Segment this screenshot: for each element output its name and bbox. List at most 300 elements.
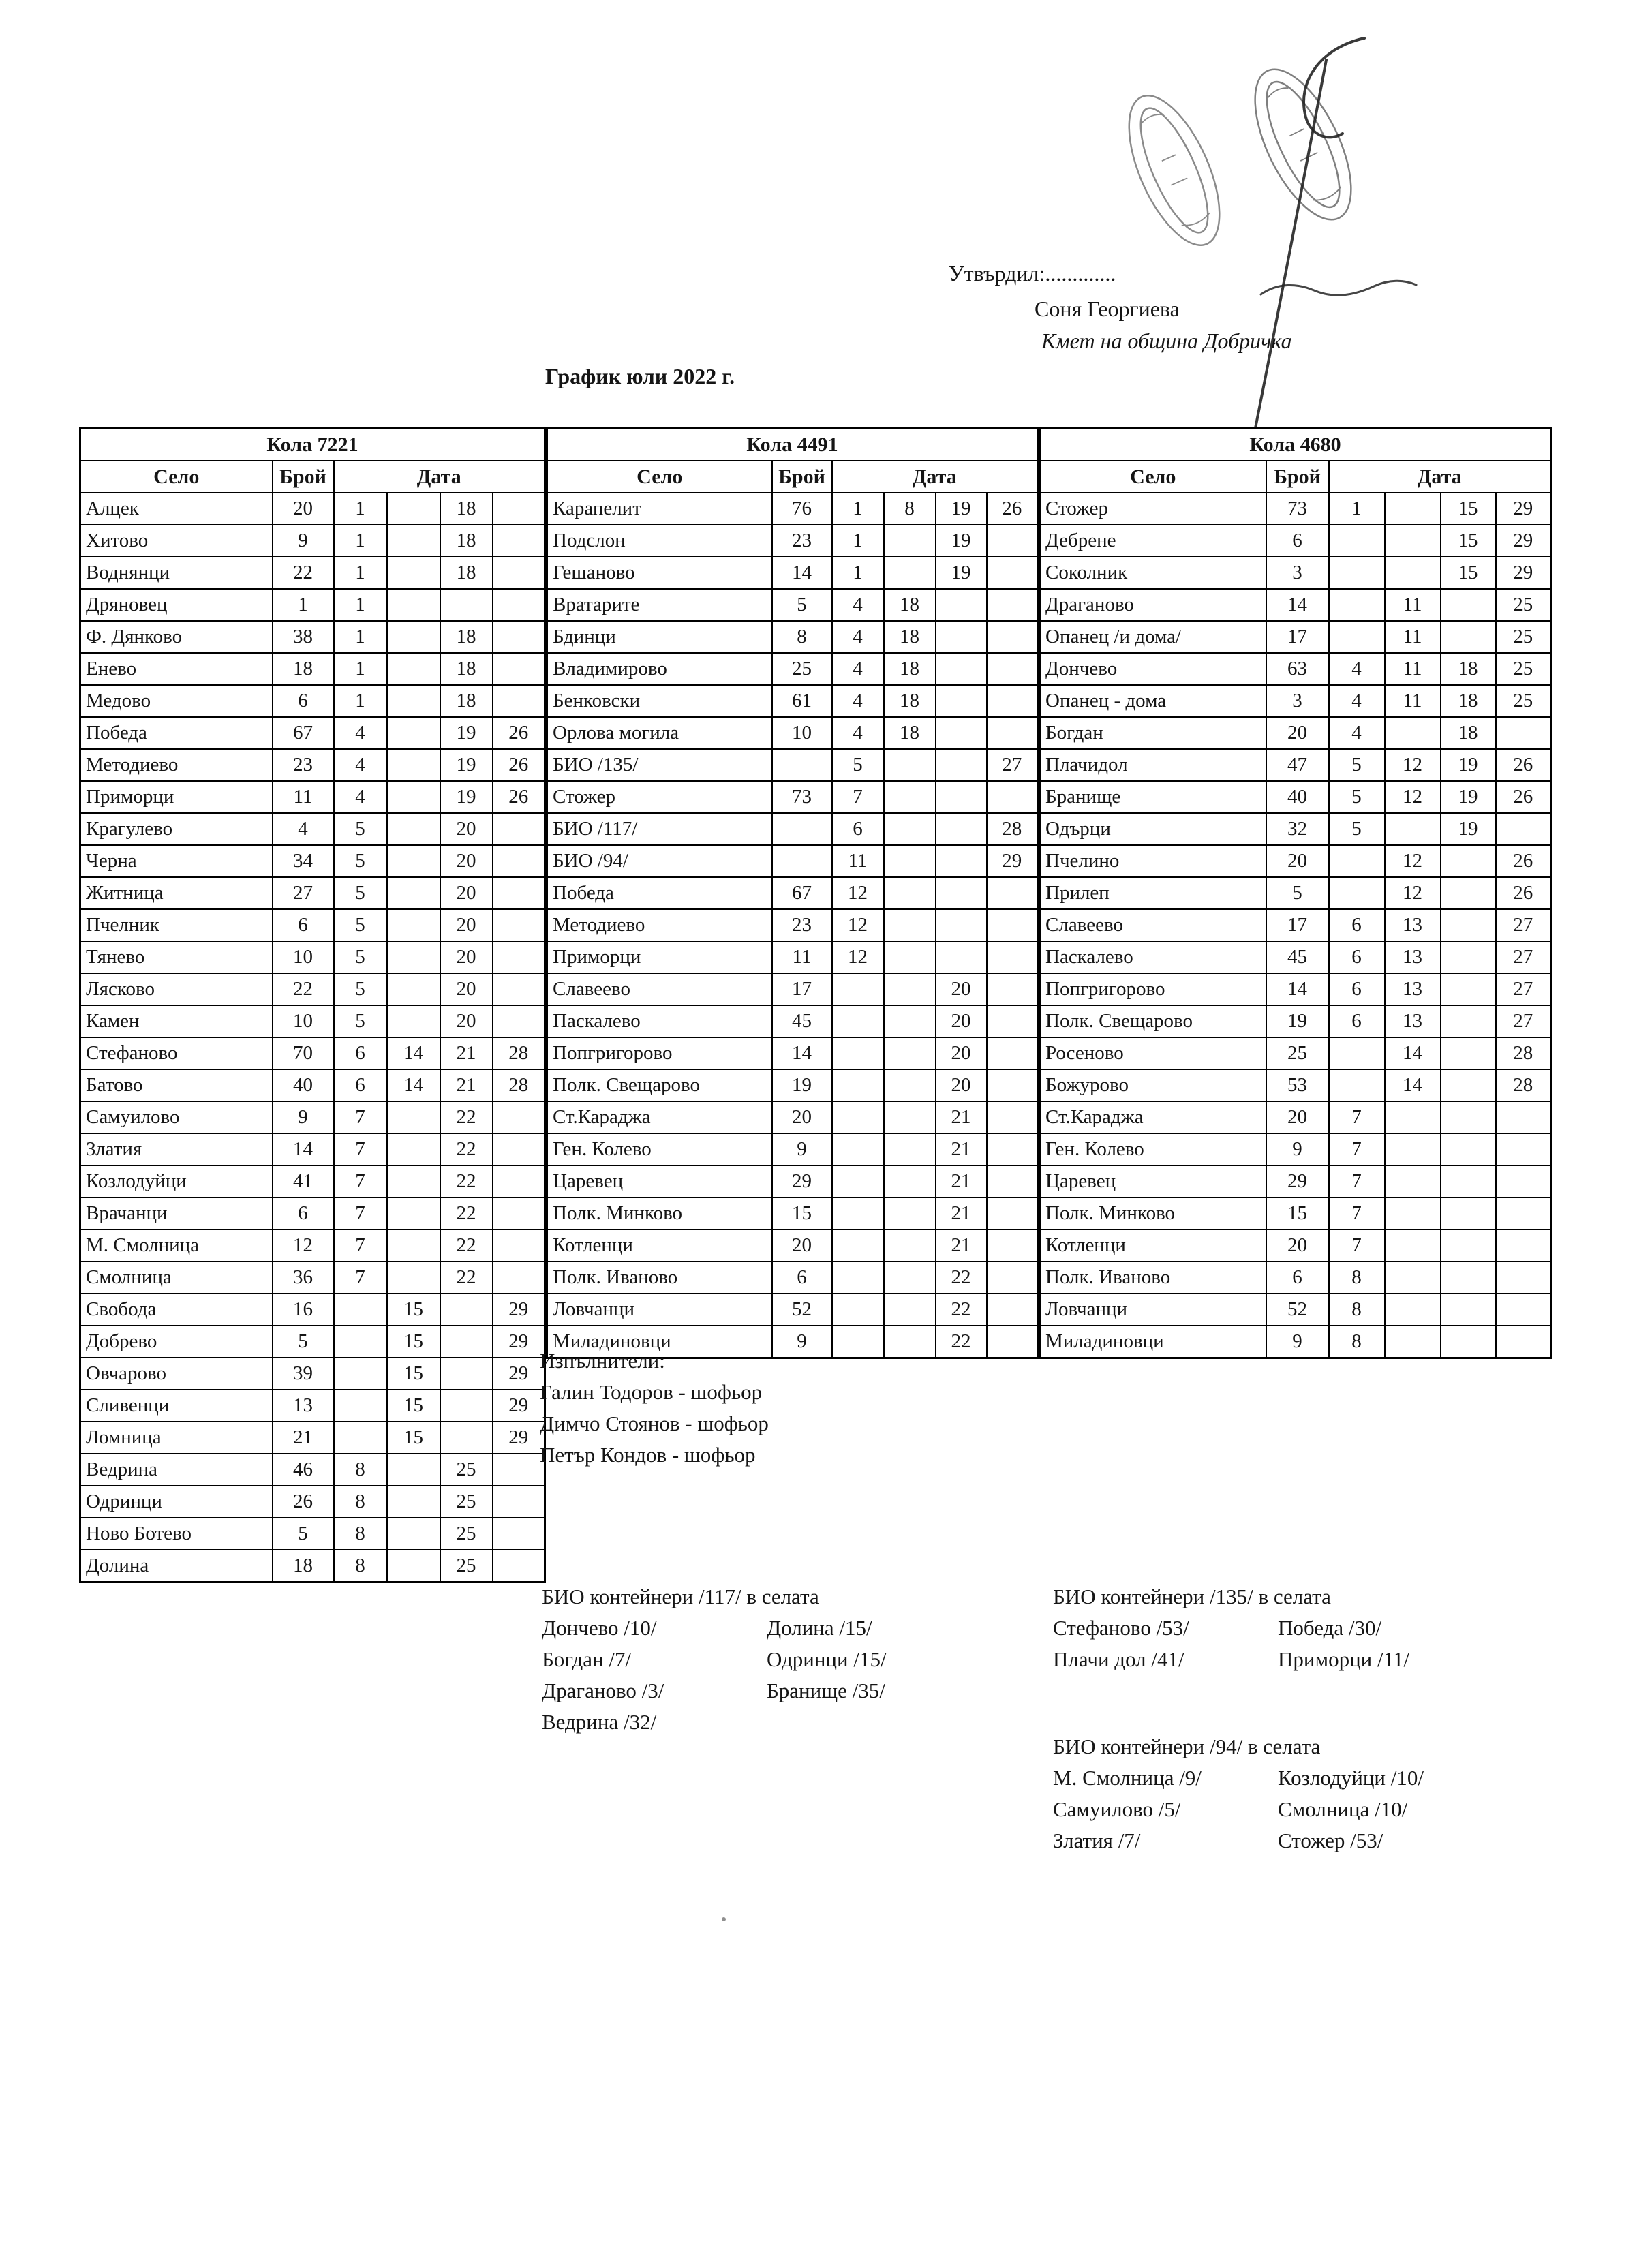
village-cell: Батово: [80, 1069, 273, 1101]
date-cell: [440, 1422, 493, 1454]
date-cell: 26: [1496, 845, 1551, 877]
bio-village-entry: Приморци /11/: [1278, 1647, 1410, 1671]
date-cell: [493, 877, 545, 909]
date-cell: [884, 1101, 936, 1133]
date-cell: 20: [440, 877, 493, 909]
count-cell: 20: [1266, 717, 1329, 749]
count-cell: 8: [772, 621, 832, 653]
count-cell: 41: [273, 1165, 334, 1197]
village-cell: Котленци: [1040, 1229, 1266, 1262]
date-cell: 5: [334, 941, 387, 973]
table-row: [1040, 813, 1551, 845]
date-cell: 8: [334, 1550, 387, 1583]
count-cell: 14: [772, 1037, 832, 1069]
village-cell: Плачидол: [1040, 749, 1266, 781]
date-cell: 4: [334, 717, 387, 749]
date-cell: [493, 493, 545, 525]
date-cell: 7: [334, 1133, 387, 1165]
date-cell: [1441, 1326, 1496, 1358]
date-cell: [832, 1326, 884, 1358]
village-cell: Врачанци: [80, 1197, 273, 1229]
column-header: Село: [80, 461, 273, 493]
village-cell: Стожер: [1040, 493, 1266, 525]
count-cell: 17: [1266, 621, 1329, 653]
village-cell: Полк. Свещарово: [547, 1069, 772, 1101]
date-cell: [387, 1101, 440, 1133]
village-cell: Бдинци: [547, 621, 772, 653]
date-cell: 7: [832, 781, 884, 813]
date-cell: 29: [1496, 525, 1551, 557]
count-cell: 13: [273, 1390, 334, 1422]
table-row: [547, 1262, 1038, 1294]
date-cell: [1496, 1262, 1551, 1294]
village-cell: Опанец /и дома/: [1040, 621, 1266, 653]
table-row: [547, 1197, 1038, 1229]
date-cell: [1496, 1133, 1551, 1165]
signature-flourish-icon: [1304, 38, 1364, 137]
table-row: [1040, 781, 1551, 813]
count-cell: 9: [772, 1326, 832, 1358]
stamp-icon: [1110, 83, 1238, 258]
date-cell: [493, 1101, 545, 1133]
date-cell: [387, 1005, 440, 1037]
date-cell: [440, 1294, 493, 1326]
table-row: [80, 1069, 545, 1101]
table-row: [1040, 1197, 1551, 1229]
bio-col-2: [1278, 1612, 1409, 1675]
table-row: [80, 1262, 545, 1294]
date-cell: 11: [1385, 589, 1441, 621]
date-cell: [884, 1037, 936, 1069]
table-row: [547, 1229, 1038, 1262]
village-cell: М. Смолница: [80, 1229, 273, 1262]
bio-containers-135-block: [1053, 1581, 1409, 1675]
date-cell: [493, 1550, 545, 1583]
village-cell: Житница: [80, 877, 273, 909]
date-cell: 14: [387, 1069, 440, 1101]
date-cell: [987, 877, 1038, 909]
count-cell: 45: [772, 1005, 832, 1037]
date-cell: [493, 909, 545, 941]
table-row: [1040, 909, 1551, 941]
date-cell: [884, 1229, 936, 1262]
table-row: [547, 1101, 1038, 1133]
count-cell: 14: [273, 1133, 334, 1165]
date-cell: 12: [1385, 845, 1441, 877]
table-row: [80, 653, 545, 685]
date-cell: 21: [936, 1165, 987, 1197]
date-cell: [493, 1165, 545, 1197]
village-cell: Полк. Минково: [1040, 1197, 1266, 1229]
date-cell: [884, 813, 936, 845]
table-row: [1040, 1165, 1551, 1197]
date-cell: 7: [1329, 1133, 1385, 1165]
village-cell: Свобода: [80, 1294, 273, 1326]
date-cell: 27: [1496, 973, 1551, 1005]
date-cell: 26: [493, 749, 545, 781]
date-cell: [884, 525, 936, 557]
table-row: [547, 781, 1038, 813]
count-cell: 6: [1266, 1262, 1329, 1294]
count-cell: 70: [273, 1037, 334, 1069]
date-cell: [387, 877, 440, 909]
date-cell: [1441, 589, 1496, 621]
table-row: [80, 1390, 545, 1422]
date-cell: 11: [832, 845, 884, 877]
date-cell: [936, 621, 987, 653]
table-row: [547, 1294, 1038, 1326]
bio-village-entry: Победа /30/: [1278, 1616, 1382, 1640]
date-cell: 29: [493, 1422, 545, 1454]
table-row: [80, 909, 545, 941]
village-cell: Опанец - дома: [1040, 685, 1266, 717]
count-cell: 9: [273, 525, 334, 557]
village-cell: Хитово: [80, 525, 273, 557]
count-cell: 18: [273, 1550, 334, 1583]
village-cell: Пчелино: [1040, 845, 1266, 877]
date-cell: [1385, 1229, 1441, 1262]
date-cell: 7: [1329, 1229, 1385, 1262]
bio-village-entry: Драганово /3/: [542, 1679, 664, 1702]
bio-village-entry: Смолница /10/: [1278, 1797, 1408, 1821]
count-cell: 52: [1266, 1294, 1329, 1326]
date-cell: 5: [334, 1005, 387, 1037]
count-cell: 25: [772, 653, 832, 685]
date-cell: 27: [987, 749, 1038, 781]
date-cell: 15: [387, 1326, 440, 1358]
count-cell: 9: [1266, 1326, 1329, 1358]
count-cell: 3: [1266, 685, 1329, 717]
date-cell: 12: [832, 941, 884, 973]
date-cell: [936, 909, 987, 941]
village-cell: Паскалево: [547, 1005, 772, 1037]
date-cell: 26: [493, 717, 545, 749]
date-cell: [387, 493, 440, 525]
date-cell: [884, 909, 936, 941]
date-cell: 20: [440, 941, 493, 973]
date-cell: [884, 1294, 936, 1326]
count-cell: 15: [772, 1197, 832, 1229]
date-cell: [1441, 973, 1496, 1005]
table-row: [80, 1326, 545, 1358]
village-cell: Овчарово: [80, 1358, 273, 1390]
date-cell: [387, 717, 440, 749]
schedule-table-kola-7221: [79, 427, 546, 1583]
table-row: [1040, 653, 1551, 685]
column-header: Брой: [1266, 461, 1329, 493]
date-cell: [987, 653, 1038, 685]
date-cell: 11: [1385, 621, 1441, 653]
date-cell: 1: [1329, 493, 1385, 525]
date-cell: 4: [832, 717, 884, 749]
village-cell: Ст.Караджа: [547, 1101, 772, 1133]
count-cell: 6: [273, 909, 334, 941]
table-row: [547, 717, 1038, 749]
date-cell: 22: [936, 1262, 987, 1294]
count-cell: 20: [772, 1229, 832, 1262]
village-cell: Добрево: [80, 1326, 273, 1358]
date-cell: 4: [832, 685, 884, 717]
date-cell: [987, 1101, 1038, 1133]
column-header: Дата: [1329, 461, 1551, 493]
date-cell: 18: [1441, 717, 1496, 749]
car-title: Кола 7221: [80, 429, 545, 461]
date-cell: 18: [884, 589, 936, 621]
date-cell: 8: [334, 1454, 387, 1486]
date-cell: 28: [1496, 1069, 1551, 1101]
date-cell: [493, 557, 545, 589]
date-cell: 15: [387, 1294, 440, 1326]
village-cell: Ст.Караджа: [1040, 1101, 1266, 1133]
date-cell: 4: [1329, 717, 1385, 749]
date-cell: [987, 1133, 1038, 1165]
count-cell: 11: [273, 781, 334, 813]
stamp-icon: [1236, 55, 1371, 233]
village-cell: Гешаново: [547, 557, 772, 589]
date-cell: 29: [1496, 557, 1551, 589]
count-cell: 76: [772, 493, 832, 525]
count-cell: 40: [1266, 781, 1329, 813]
count-cell: 3: [1266, 557, 1329, 589]
village-cell: Дряновец: [80, 589, 273, 621]
date-cell: 5: [334, 973, 387, 1005]
count-cell: 11: [772, 941, 832, 973]
date-cell: 7: [334, 1262, 387, 1294]
village-cell: БИО /117/: [547, 813, 772, 845]
approval-label: Утвърдил:.............: [949, 261, 1116, 286]
table-row: [547, 493, 1038, 525]
date-cell: 12: [832, 877, 884, 909]
executors-block: [540, 1345, 769, 1471]
count-cell: 14: [1266, 973, 1329, 1005]
executor-name: Димчо Стоянов - шофьор: [540, 1411, 769, 1435]
bio-columns: [1053, 1612, 1409, 1675]
document-title: График юли 2022 г.: [545, 364, 735, 388]
date-cell: [387, 1197, 440, 1229]
date-cell: 19: [1441, 813, 1496, 845]
date-cell: [936, 845, 987, 877]
date-cell: 18: [440, 621, 493, 653]
date-cell: 8: [334, 1518, 387, 1550]
date-cell: 29: [1496, 493, 1551, 525]
village-cell: Бранище: [1040, 781, 1266, 813]
date-cell: [832, 1294, 884, 1326]
date-cell: [987, 1197, 1038, 1229]
date-cell: [387, 1165, 440, 1197]
date-cell: [832, 1037, 884, 1069]
date-cell: [884, 1133, 936, 1165]
date-cell: [1496, 1165, 1551, 1197]
date-cell: [1329, 525, 1385, 557]
schedule-table-kola-4680: [1039, 427, 1552, 1359]
date-cell: [936, 589, 987, 621]
village-cell: Славеево: [1040, 909, 1266, 941]
table-row: [80, 493, 545, 525]
table-row: [1040, 1005, 1551, 1037]
date-cell: 19: [936, 557, 987, 589]
date-cell: 4: [832, 653, 884, 685]
date-cell: 4: [1329, 685, 1385, 717]
table-row: [1040, 525, 1551, 557]
count-cell: 6: [273, 1197, 334, 1229]
date-cell: [1329, 1069, 1385, 1101]
village-cell: Одринци: [80, 1486, 273, 1518]
date-cell: [493, 1454, 545, 1486]
date-cell: 18: [440, 493, 493, 525]
date-cell: 5: [1329, 813, 1385, 845]
table-row: [80, 1133, 545, 1165]
date-cell: 15: [1441, 557, 1496, 589]
date-cell: [832, 973, 884, 1005]
village-cell: Миладиновци: [547, 1326, 772, 1358]
table-row: [80, 877, 545, 909]
date-cell: 29: [493, 1294, 545, 1326]
date-cell: 21: [440, 1037, 493, 1069]
date-cell: 20: [440, 813, 493, 845]
count-cell: 39: [273, 1358, 334, 1390]
date-cell: 18: [440, 525, 493, 557]
date-cell: [387, 1486, 440, 1518]
count-cell: 36: [273, 1262, 334, 1294]
count-cell: 40: [273, 1069, 334, 1101]
date-cell: [1496, 1326, 1551, 1358]
count-cell: 52: [772, 1294, 832, 1326]
bio-section-title: БИО контейнери /94/ в селата: [1053, 1734, 1321, 1758]
table-row: [547, 877, 1038, 909]
date-cell: 29: [493, 1326, 545, 1358]
date-cell: 1: [334, 525, 387, 557]
count-cell: 23: [273, 749, 334, 781]
date-cell: [1385, 813, 1441, 845]
date-cell: [493, 1133, 545, 1165]
date-cell: 20: [440, 909, 493, 941]
date-cell: 22: [936, 1294, 987, 1326]
table-row: [80, 1486, 545, 1518]
count-cell: 19: [1266, 1005, 1329, 1037]
date-cell: [936, 717, 987, 749]
date-cell: 28: [493, 1069, 545, 1101]
table-row: [1040, 685, 1551, 717]
date-cell: 1: [832, 525, 884, 557]
date-cell: [440, 1358, 493, 1390]
table-row: [547, 685, 1038, 717]
bio-village-entry: Козлодуйци /10/: [1278, 1766, 1424, 1790]
date-cell: 19: [440, 717, 493, 749]
bio-village-entry: Долина /15/: [767, 1616, 872, 1640]
village-cell: Златия: [80, 1133, 273, 1165]
count-cell: 67: [273, 717, 334, 749]
date-cell: [387, 621, 440, 653]
table-row: [547, 1133, 1038, 1165]
village-cell: Прилеп: [1040, 877, 1266, 909]
date-cell: 1: [832, 557, 884, 589]
date-cell: [987, 1294, 1038, 1326]
date-cell: [987, 909, 1038, 941]
date-cell: 20: [440, 973, 493, 1005]
bio-village-entry: Стефаново /53/: [1053, 1616, 1189, 1640]
table-row: [80, 1518, 545, 1550]
date-cell: 5: [832, 749, 884, 781]
village-cell: Сливенци: [80, 1390, 273, 1422]
village-cell: Миладиновци: [1040, 1326, 1266, 1358]
count-cell: 20: [1266, 845, 1329, 877]
table-row: [547, 973, 1038, 1005]
village-cell: Ф. Дянково: [80, 621, 273, 653]
table-row: [80, 589, 545, 621]
date-cell: [987, 717, 1038, 749]
table-row: [1040, 1069, 1551, 1101]
date-cell: [1441, 877, 1496, 909]
date-cell: 14: [1385, 1037, 1441, 1069]
count-cell: 5: [772, 589, 832, 621]
date-cell: [884, 1005, 936, 1037]
date-cell: [1385, 717, 1441, 749]
table-row: [80, 941, 545, 973]
table-row: [547, 1037, 1038, 1069]
bio-village-entry: Бранище /35/: [767, 1679, 885, 1702]
count-cell: 46: [273, 1454, 334, 1486]
date-cell: [884, 1326, 936, 1358]
date-cell: [832, 1197, 884, 1229]
date-cell: 6: [334, 1069, 387, 1101]
date-cell: 25: [440, 1486, 493, 1518]
date-cell: 22: [440, 1197, 493, 1229]
date-cell: 28: [1496, 1037, 1551, 1069]
village-cell: Методиево: [80, 749, 273, 781]
village-cell: Воднянци: [80, 557, 273, 589]
date-cell: [832, 1005, 884, 1037]
car-title: Кола 4491: [547, 429, 1038, 461]
date-cell: 25: [440, 1518, 493, 1550]
date-cell: 6: [832, 813, 884, 845]
date-cell: 8: [884, 493, 936, 525]
date-cell: [493, 653, 545, 685]
table-row: [1040, 1101, 1551, 1133]
count-cell: 27: [273, 877, 334, 909]
date-cell: [884, 1197, 936, 1229]
date-cell: 7: [334, 1101, 387, 1133]
date-cell: [387, 1454, 440, 1486]
date-cell: 19: [440, 781, 493, 813]
date-cell: 27: [1496, 941, 1551, 973]
date-cell: 18: [440, 685, 493, 717]
date-cell: [387, 749, 440, 781]
table-row: [80, 781, 545, 813]
date-cell: 29: [987, 845, 1038, 877]
table-row: [1040, 1229, 1551, 1262]
count-cell: 34: [273, 845, 334, 877]
date-cell: 15: [387, 1358, 440, 1390]
date-cell: 12: [1385, 781, 1441, 813]
date-cell: [493, 1197, 545, 1229]
village-cell: Камен: [80, 1005, 273, 1037]
date-cell: [387, 1262, 440, 1294]
date-cell: 7: [334, 1165, 387, 1197]
date-cell: [387, 1133, 440, 1165]
village-cell: Ловчанци: [547, 1294, 772, 1326]
date-cell: [1441, 1229, 1496, 1262]
date-cell: [1329, 877, 1385, 909]
village-cell: Карапелит: [547, 493, 772, 525]
table-row: [547, 909, 1038, 941]
date-cell: [987, 525, 1038, 557]
count-cell: 47: [1266, 749, 1329, 781]
table-row: [1040, 589, 1551, 621]
column-header: Брой: [273, 461, 334, 493]
table-row: [80, 1197, 545, 1229]
count-cell: 17: [772, 973, 832, 1005]
village-cell: Драганово: [1040, 589, 1266, 621]
